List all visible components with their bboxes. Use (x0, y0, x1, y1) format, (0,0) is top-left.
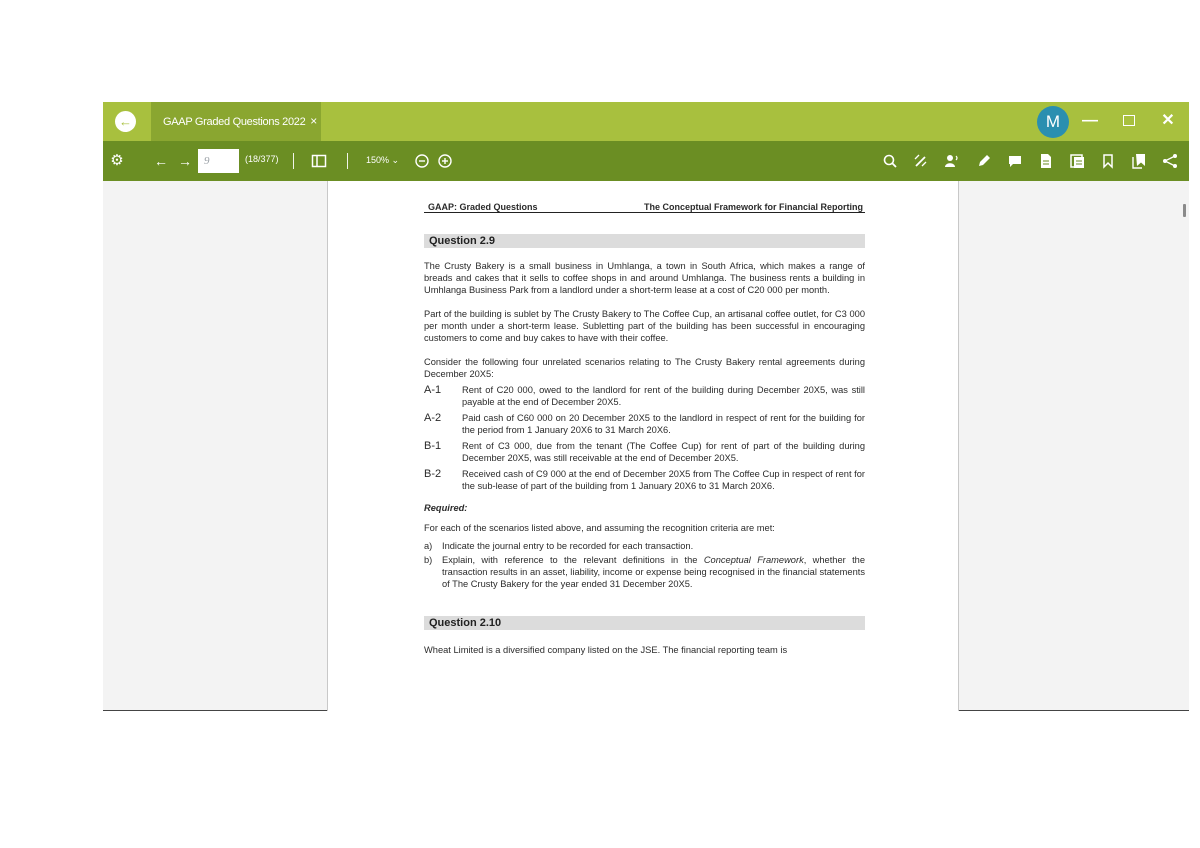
running-header-left: GAAP: Graded Questions (428, 202, 538, 212)
toolbar (103, 141, 1189, 181)
sub-text-part: , whether the transaction results in an asset, liability, income or expense being recognised in the financial statements of The Crusty Bakery for the year ended 31 December 20X5. (442, 555, 866, 589)
minimize-icon[interactable]: — (1082, 112, 1098, 129)
zoom-select[interactable]: 150% ⌄ (366, 155, 400, 165)
zoom-in-icon[interactable] (437, 153, 453, 169)
scenario-text: Rent of C20 000, owed to the landlord for rent of the building during December 20X5, was still payable at the end of December 20X5. (462, 385, 865, 407)
close-window-icon[interactable]: ✕ (1161, 112, 1175, 129)
page-content (424, 201, 865, 656)
question-heading: Question 2.10 (424, 616, 865, 630)
sub-text-part: Explain, with reference to the relevant definitions in the (442, 555, 704, 565)
pdf-reader-window (103, 102, 1189, 711)
sub-letter: b) (424, 555, 433, 565)
search-icon[interactable] (882, 153, 898, 169)
question-heading: Question 2.9 (424, 234, 865, 248)
document-icon[interactable] (1038, 153, 1054, 169)
arrow-left-icon[interactable]: ← (154, 153, 168, 169)
sidebar-toggle-icon[interactable] (311, 153, 327, 169)
scenario-text: Paid cash of C60 000 on 20 December 20X5 to the landlord in respect of rent for the building for the period from 1 January 20X6 to 31 March 20X6. (462, 413, 865, 435)
zoom-out-icon[interactable] (414, 153, 430, 169)
scenario-item (424, 440, 865, 464)
paragraph: Wheat Limited is a diversified company listed on the JSE. The financial reporting team is (424, 645, 788, 655)
sub-question-b (424, 554, 865, 590)
toolbar-divider (293, 153, 294, 169)
sub-question-a (424, 540, 865, 552)
document-viewport[interactable] (103, 181, 1189, 711)
scenario-text: Rent of C3 000, due from the tenant (The Coffee Cup) for rent of part of the building during December 20X5, was still receivable at the end of December 20X5. (462, 441, 865, 463)
scenario-code: B-2 (424, 468, 442, 480)
page-number-input[interactable]: 9 (198, 149, 239, 173)
scenario-text: Received cash of C9 000 at the end of December 20X5 from The Coffee Cup in respect of rent for the sub-lease of part of the building from 1 January 20X6 to 31 March 20X6. (462, 469, 865, 491)
sub-text (442, 554, 865, 590)
share-icon[interactable] (1162, 153, 1178, 169)
scenario-code: A-1 (424, 384, 442, 396)
pdf-page (327, 181, 959, 711)
running-header-right: The Conceptual Framework for Financial Reporting (643, 202, 863, 212)
comment-icon[interactable] (1007, 153, 1023, 169)
scenario-item (424, 384, 865, 408)
paragraph: Consider the following four unrelated scenarios relating to The Crusty Bakery rental agreements during December 20X5: (424, 357, 865, 379)
scenario-item (424, 468, 865, 492)
bookmark-icon[interactable] (1100, 153, 1116, 169)
document-tab[interactable] (151, 102, 321, 141)
sub-letter: a) (424, 541, 433, 551)
scrollbar-thumb[interactable] (1183, 204, 1186, 217)
arrow-right-icon[interactable]: → (178, 153, 192, 169)
toolbar-divider (347, 153, 348, 169)
paragraph: The Crusty Bakery is a small business in Umhlanga, a town in South Africa, which makes a range of breads and cakes that it sells to coffee shops in and around Umhlanga. The business rents a building in Umhlanga Business Park from a landlord under a short-term lease at a cost of C20 000 per month. (424, 261, 865, 295)
notes-icon[interactable] (1069, 153, 1085, 169)
user-avatar[interactable]: M (1037, 106, 1069, 138)
tab-close-icon[interactable]: × (310, 114, 317, 128)
read-aloud-icon[interactable] (944, 153, 960, 169)
scenario-code: B-1 (424, 440, 442, 452)
gear-icon[interactable]: ⚙ (110, 152, 124, 169)
required-label: Required: (424, 503, 468, 513)
draw-icon[interactable] (913, 153, 929, 169)
maximize-icon[interactable] (1117, 109, 1141, 133)
page-count: (18/377) (245, 154, 279, 164)
bookmarks-list-icon[interactable] (1131, 153, 1147, 169)
back-arrow-icon[interactable]: ← (115, 111, 136, 132)
highlight-pen-icon[interactable] (976, 153, 992, 169)
tab-title: GAAP Graded Questions 2022 (163, 116, 306, 128)
scenario-code: A-2 (424, 412, 442, 424)
sub-text-emphasis: Conceptual Framework (703, 555, 804, 565)
scenario-item (424, 412, 865, 436)
running-header (424, 201, 865, 213)
sub-text: Indicate the journal entry to be recorded for each transaction. (442, 541, 694, 551)
zoom-value: 150% (366, 155, 390, 165)
required-lead: For each of the scenarios listed above, and assuming the recognition criteria are met: (424, 523, 775, 533)
title-bar (103, 102, 1189, 141)
paragraph: Part of the building is sublet by The Crusty Bakery to The Coffee Cup, an artisanal coffee outlet, for C3 000 per month under a short-term lease. Subletting part of the building has been successful in encouraging customers to come and buy cakes to have with their coffee. (424, 309, 865, 343)
